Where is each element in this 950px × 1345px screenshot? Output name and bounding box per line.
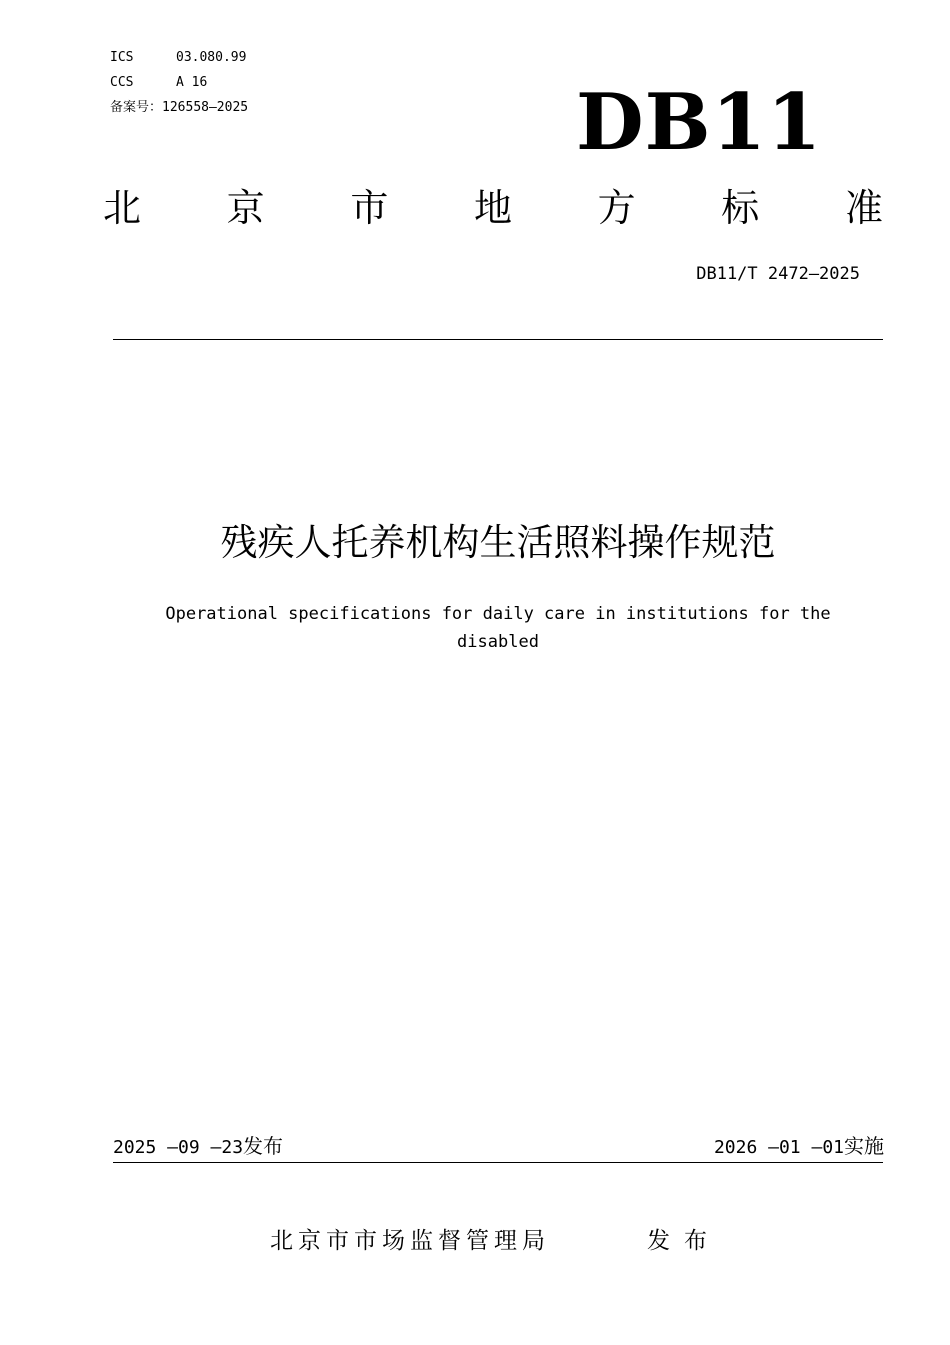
filing-label: 备案号： <box>110 100 163 115</box>
db11-mark: DB11 <box>576 77 823 168</box>
standard-number: DB11/T 2472—2025 <box>696 264 860 284</box>
standard-type-char: 北 <box>103 186 142 230</box>
filing-row <box>110 100 248 116</box>
standard-type-char: 市 <box>350 186 389 230</box>
ccs-label: CCS <box>110 75 134 90</box>
ics-row <box>110 50 246 66</box>
standard-type-heading <box>103 183 883 233</box>
implement-date-block <box>714 1133 884 1161</box>
title-english <box>113 600 883 656</box>
filing-value: 126558—2025 <box>162 100 249 115</box>
standard-type-char: 准 <box>844 186 883 230</box>
implement-date: 2026 —01 —01 <box>713 1137 844 1158</box>
ccs-value: A 16 <box>176 75 208 90</box>
title-english-line-2: disabled <box>457 632 539 652</box>
publish-date-block <box>113 1133 283 1161</box>
issuer-name: 北京市市场监督管理局 <box>270 1228 550 1254</box>
implement-label: 实施 <box>844 1134 884 1158</box>
publish-date: 2025 —09 —23 <box>113 1137 244 1158</box>
standard-type-char: 标 <box>721 186 760 230</box>
standard-type-char: 地 <box>473 186 512 230</box>
ics-label: ICS <box>110 50 134 65</box>
ics-value: 03.080.99 <box>176 50 247 65</box>
top-divider <box>113 339 883 340</box>
standard-type-char: 方 <box>597 186 636 230</box>
title-chinese: 残疾人托养机构生活照料操作规范 <box>220 521 776 564</box>
issue-word: 发布 <box>647 1228 721 1254</box>
ccs-row <box>110 75 207 91</box>
standard-type-char: 京 <box>226 186 265 230</box>
publish-label: 发布 <box>243 1134 284 1158</box>
title-english-line-1: Operational specifications for daily care in institutions for the <box>165 604 831 624</box>
bottom-divider <box>113 1162 883 1163</box>
